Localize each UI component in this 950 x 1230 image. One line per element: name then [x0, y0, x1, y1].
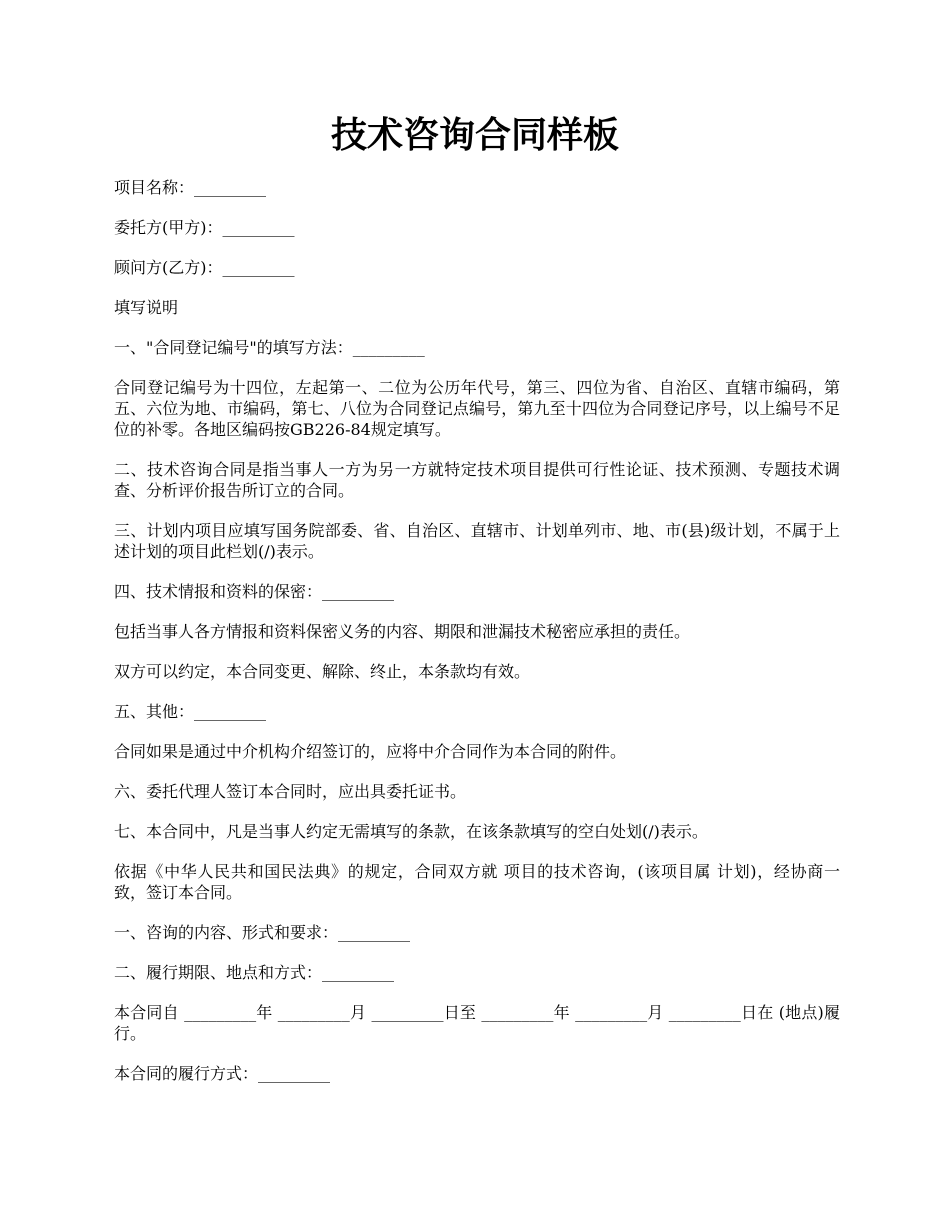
contract-preamble: 依据《中华人民共和国民法典》的规定，合同双方就 项目的技术咨询，(该项目属 计划)，经协商一致，签订本合同。	[114, 862, 840, 902]
instruction-6-text: 六、委托代理人签订本合同时，应出具委托证书。	[114, 782, 467, 801]
client-party-line: 委托方(甲方)：_________	[114, 218, 295, 237]
instruction-1-text: 合同登记编号为十四位，左起第一、二位为公历年代号，第三、四位为省、自治区、直辖市编码，第五、六位为地、市编码，第七、八位为合同登记点编号，第九至十四位为合同登记序号，以上编号不足位的补零。各地区编码按GB226-84规定填写。	[114, 378, 840, 439]
document-body	[114, 177, 840, 1084]
performance-method-line: 本合同的履行方式：_________	[114, 1064, 331, 1083]
instruction-4-heading: 四、技术情报和资料的保密：_________	[114, 582, 395, 601]
instruction-7-text: 七、本合同中，凡是当事人约定无需填写的条款，在该条款填写的空白处划(/)表示。	[114, 822, 708, 841]
document-title: 技术咨询合同样板	[330, 114, 619, 156]
instruction-5-heading: 五、其他：_________	[114, 702, 267, 721]
performance-period-text: 本合同自 _________年 _________月 _________日至 _________年 _________月 _________日在 (地点)履行。	[114, 1003, 840, 1043]
instruction-1-heading: 一、"合同登记编号"的填写方法：_________	[114, 338, 425, 357]
project-name-line: 项目名称：_________	[114, 178, 267, 197]
instruction-3-text: 三、计划内项目应填写国务院部委、省、自治区、直辖市、计划单列市、地、市(县)级计划，不属于上述计划的项目此栏划(/)表示。	[114, 521, 840, 561]
clause-2-heading: 二、履行期限、地点和方式：_________	[114, 963, 395, 982]
consultant-party-line: 顾问方(乙方)：_________	[114, 258, 295, 277]
instructions-heading: 填写说明	[114, 298, 179, 317]
instruction-4-text: 包括当事人各方情报和资料保密义务的内容、期限和泄漏技术秘密应承担的责任。	[114, 622, 691, 641]
instruction-2-text: 二、技术咨询合同是指当事人一方为另一方就特定技术项目提供可行性论证、技术预测、专题技术调查、分析评价报告所订立的合同。	[114, 460, 840, 500]
clause-1-heading: 一、咨询的内容、形式和要求：_________	[114, 923, 411, 942]
instruction-4-text-2: 双方可以约定，本合同变更、解除、终止，本条款均有效。	[114, 662, 531, 681]
instruction-5-text: 合同如果是通过中介机构介绍签订的，应将中介合同作为本合同的附件。	[114, 742, 627, 761]
